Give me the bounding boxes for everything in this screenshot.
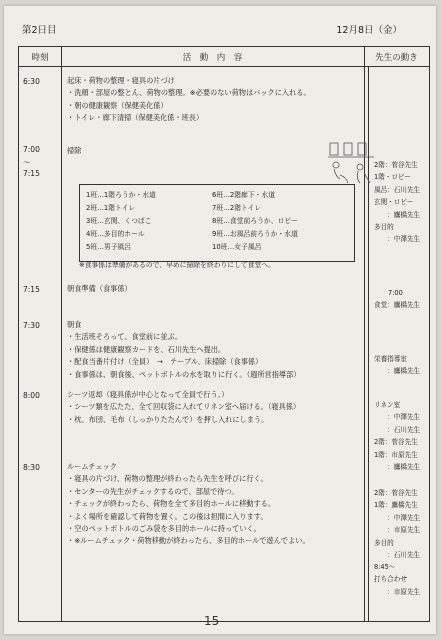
activity-heading: 掃除 (67, 146, 82, 155)
col-header-time: 時刻 (19, 47, 61, 67)
cleaning-item: 2班…1階トイレ (86, 204, 136, 212)
teacher-assignments (374, 353, 420, 378)
teacher-line: 2階：菅谷先生 (374, 438, 418, 447)
date-label: 12月8日（金） (336, 25, 402, 36)
day-label: 第2日目 (22, 25, 57, 36)
time-label: 6:30 (23, 77, 40, 86)
teacher-assignments (374, 287, 420, 312)
activity-block (67, 389, 300, 426)
teacher-line: ：中澤先生 (374, 513, 421, 522)
teacher-line: ：市原先生 (374, 587, 421, 596)
cleaning-item: 4班…多目的ホール (86, 230, 145, 238)
activity-heading: 起床・荷物の整理・寝具の片づけ (67, 76, 175, 85)
activity-line: ・配食当番片付け（全員） → テーブル、床掃除（食事係） (67, 357, 263, 367)
cleaning-assignments (79, 184, 355, 262)
cleaning-item: 5班…男子風呂 (86, 243, 132, 251)
teacher-line: ：石川先生 (374, 425, 421, 434)
teacher-line: ：鷹橋先生 (374, 463, 421, 472)
teacher-assignments (374, 561, 420, 598)
teacher-assignments (374, 399, 420, 473)
cleaning-item: 7班…2階トイレ (212, 204, 262, 212)
teacher-line: 1階：市原先生 (374, 450, 418, 459)
activity-line: ・チェックが終わったら、荷物を全て多目的ホールに移動する。 (67, 499, 276, 509)
activity-heading: 朝食 (67, 320, 82, 329)
teacher-line: 玄関・ロビー (374, 198, 414, 207)
activity-block (67, 319, 300, 381)
time-label: 7:30 (23, 321, 40, 330)
teacher-line: 1階・ロビー (374, 173, 411, 182)
activity-line: ・シーツ類を広たた、全て回収袋に入れてリネン室へ届ける。（寝具係） (67, 402, 301, 412)
activity-heading: 朝食準備（食事係） (67, 284, 132, 293)
activity-block (67, 75, 311, 125)
activity-line: ・※ルームチェック・荷物移動が終わったら、多目的ホールで遊んでよい。 (67, 536, 310, 546)
activity-line: ・朝の健康観察（保健美化係） (67, 100, 168, 110)
teacher-line: 食堂：鷹橋先生 (374, 301, 421, 310)
time-label: 7:00 (23, 145, 40, 154)
schedule-table (18, 46, 430, 622)
teacher-line: 7:00 (388, 289, 403, 297)
cleaning-item: 10班…女子風呂 (212, 243, 262, 251)
activity-heading: ルームチェック (67, 462, 117, 471)
teacher-line: リネン室 (374, 401, 401, 409)
cleaning-item: 9班…お風呂前ろうか・水道 (212, 230, 298, 238)
teacher-line: ：市原先生 (374, 526, 421, 535)
column-divider (61, 47, 62, 621)
teacher-line: ：鷹橋先生 (374, 210, 421, 219)
activity-line: ・洗顔・部屋の整とん、荷物の整理。※必要のない荷物はバックに入れる。 (67, 88, 311, 98)
teacher-line: 多目的 (374, 223, 394, 232)
activity-line: ・トイレ・廊下清掃（保健美化係・班長） (67, 113, 204, 123)
teacher-line: ：石川先生 (374, 551, 421, 560)
cleaning-item: 1班…1階ろうか・水道 (86, 191, 156, 199)
cleaning-note: ※食事係は準備があるので、早めに掃除を終わりにして食堂へ。 (79, 261, 275, 269)
activity-heading: シーツ返却（寝具係が中心となって全員で行う。） (67, 390, 229, 399)
teacher-line: ：中澤先生 (374, 413, 421, 422)
teacher-line: 8:45～ (374, 563, 396, 571)
activity-line: ・枕、布団、毛布（しっかりたたんで）を押し入れにしまう。 (67, 414, 269, 424)
teacher-line: 打ち合わせ (374, 575, 407, 584)
cleaning-item: 3班…玄関、くつばこ (86, 217, 152, 225)
teacher-line: 風呂：石川先生 (374, 185, 421, 194)
cleaning-item: 6班…2階廊下・水道 (212, 191, 276, 199)
activity-line: ・寝具の片づけ、荷物の整理が終わったら先生を呼びに行く。 (67, 474, 268, 484)
activity-line: ・食事係は、朝食後、ペットボトルの水を取りに行く。（週所営指導部） (67, 369, 301, 379)
column-divider (364, 47, 365, 621)
teacher-line: 1階：鷹橋先生 (374, 501, 418, 510)
activity-line: ・センターの先生がチェックするので、部屋で待つ。 (67, 486, 239, 496)
teacher-line: 2階：菅谷先生 (374, 489, 418, 497)
teacher-line: 栄養指導室 (374, 355, 407, 363)
col-header-teacher: 先生の動き (364, 47, 429, 67)
activity-line: ・生活班そろって、食堂前に並ぶ。 (67, 332, 183, 342)
teacher-line: ：中澤先生 (374, 235, 421, 244)
teacher-line: 多目的 (374, 538, 394, 547)
activity-block (67, 461, 310, 548)
time-label: 8:30 (23, 463, 40, 472)
teacher-assignments (374, 159, 420, 246)
activity-line: ・空のペットボトルのごみ袋を多目的ホールに持っていく。 (67, 524, 261, 534)
time-label: 7:15 (23, 285, 40, 294)
time-label: 7:15 (23, 169, 40, 178)
time-label: ～ (23, 158, 31, 167)
document-page (4, 6, 436, 634)
activity-line: ・よく場所を確認して荷物を置く。この後は担間に入ります。 (67, 511, 268, 521)
teacher-line: 2階：菅谷先生 (374, 161, 418, 169)
page-number: 15 (204, 614, 220, 628)
time-label: 8:00 (23, 391, 40, 400)
teacher-assignments (374, 487, 420, 561)
teacher-line: ：鷹橋先生 (374, 367, 421, 376)
cleaning-item: 8班…食堂前ろうか、ロビー (212, 217, 298, 225)
activity-line: ・保健係は健康観察カードを、石川先生へ提出。 (67, 344, 226, 354)
col-header-activity: 活 動 内 容 (61, 47, 364, 67)
